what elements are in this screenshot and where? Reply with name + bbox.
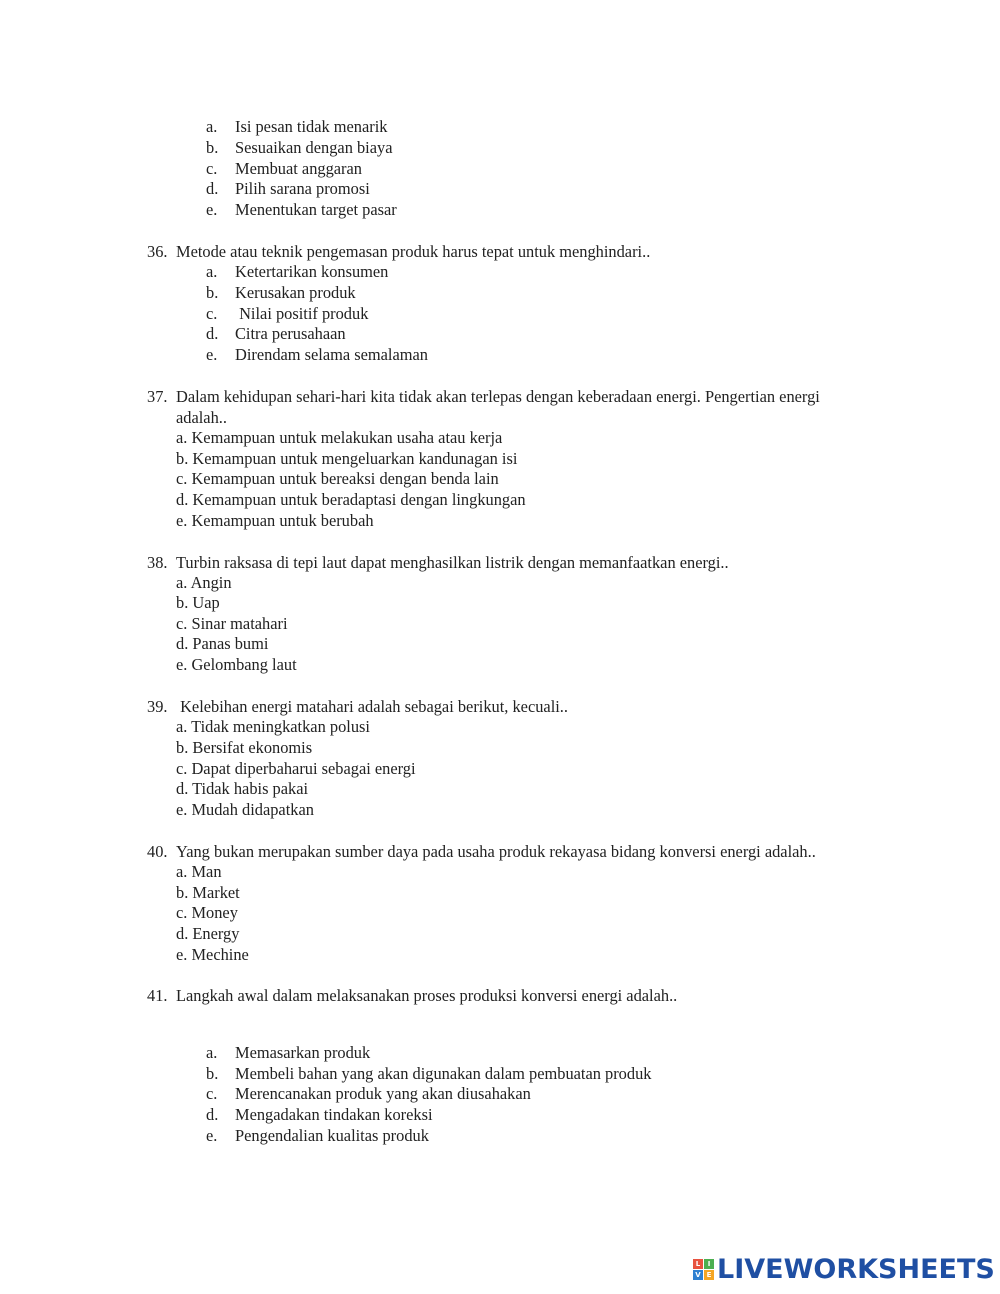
q41-option-b[interactable]: b. Membeli bahan yang akan digunakan dalam pembuatan produk <box>206 1064 652 1083</box>
question-number: 39. <box>147 697 168 716</box>
q35-option-e[interactable]: e. Menentukan target pasar <box>206 200 397 219</box>
q40-option-e[interactable]: e. Mechine <box>176 945 249 964</box>
question-38 <box>147 553 867 574</box>
question-40 <box>147 842 907 863</box>
logo-block-l: L <box>693 1259 703 1269</box>
q41-option-d[interactable]: d. Mengadakan tindakan koreksi <box>206 1105 433 1124</box>
question-39 <box>147 697 867 718</box>
q40-option-d[interactable]: d. Energy <box>176 924 240 943</box>
q40-option-c[interactable]: c. Money <box>176 903 238 922</box>
q35-option-c[interactable]: c. Membuat anggaran <box>206 159 362 178</box>
q39-option-d[interactable]: d. Tidak habis pakai <box>176 779 309 798</box>
question-text: Metode atau teknik pengemasan produk harus tepat untuk menghindari.. <box>176 242 651 261</box>
logo-block-v: V <box>693 1270 703 1280</box>
q36-option-b[interactable]: b. Kerusakan produk <box>206 283 356 302</box>
liveworksheets-logo <box>693 1255 995 1283</box>
q37-option-e[interactable]: e. Kemampuan untuk berubah <box>176 511 374 530</box>
q37-option-a[interactable]: a. Kemampuan untuk melakukan usaha atau kerja <box>176 428 503 447</box>
q37-option-c[interactable]: c. Kemampuan untuk bereaksi dengan benda lain <box>176 469 499 488</box>
question-text: Yang bukan merupakan sumber daya pada usaha produk rekayasa bidang konversi energi adalah.. <box>176 842 816 861</box>
logo-text: LIVEWORKSHEETS <box>717 1253 995 1285</box>
q38-option-b[interactable]: b. Uap <box>176 593 220 612</box>
q39-option-e[interactable]: e. Mudah didapatkan <box>176 800 314 819</box>
question-number: 37. <box>147 387 168 406</box>
logo-blocks-icon <box>693 1259 714 1280</box>
question-37 <box>147 387 867 428</box>
q40-option-b[interactable]: b. Market <box>176 883 240 902</box>
q37-option-b[interactable]: b. Kemampuan untuk mengeluarkan kandunagan isi <box>176 449 518 468</box>
question-text: Kelebihan energi matahari adalah sebagai berikut, kecuali.. <box>176 697 568 716</box>
q39-option-b[interactable]: b. Bersifat ekonomis <box>176 738 313 757</box>
question-number: 36. <box>147 242 168 261</box>
q41-option-c[interactable]: c. Merencanakan produk yang akan diusahakan <box>206 1084 531 1103</box>
question-number: 40. <box>147 842 168 861</box>
q35-option-d[interactable]: d. Pilih sarana promosi <box>206 179 370 198</box>
question-text: Dalam kehidupan sehari-hari kita tidak akan terlepas dengan keberadaan energi. Pengertian energi adalah.. <box>176 387 820 427</box>
logo-block-i: I <box>704 1259 714 1269</box>
question-number: 41. <box>147 986 168 1005</box>
question-41 <box>147 986 867 1007</box>
q36-option-a[interactable]: a. Ketertarikan konsumen <box>206 262 389 281</box>
q35-option-a[interactable]: a. Isi pesan tidak menarik <box>206 117 388 136</box>
question-text: Langkah awal dalam melaksanakan proses produksi konversi energi adalah.. <box>176 986 678 1005</box>
q38-option-c[interactable]: c. Sinar matahari <box>176 614 288 633</box>
q41-option-e[interactable]: e. Pengendalian kualitas produk <box>206 1126 429 1145</box>
question-number: 38. <box>147 553 168 572</box>
q36-option-e[interactable]: e. Direndam selama semalaman <box>206 345 428 364</box>
q39-option-c[interactable]: c. Dapat diperbaharui sebagai energi <box>176 759 416 778</box>
q36-option-c[interactable]: c. Nilai positif produk <box>206 304 369 323</box>
q40-option-a[interactable]: a. Man <box>176 862 222 881</box>
q38-option-e[interactable]: e. Gelombang laut <box>176 655 297 674</box>
q39-option-a[interactable]: a. Tidak meningkatkan polusi <box>176 717 370 736</box>
question-text: Turbin raksasa di tepi laut dapat menghasilkan listrik dengan memanfaatkan energi.. <box>176 553 729 572</box>
q38-option-a[interactable]: a. Angin <box>176 573 232 592</box>
logo-block-e: E <box>704 1270 714 1280</box>
q41-option-a[interactable]: a. Memasarkan produk <box>206 1043 371 1062</box>
question-36 <box>147 242 867 263</box>
q38-option-d[interactable]: d. Panas bumi <box>176 634 269 653</box>
q36-option-d[interactable]: d. Citra perusahaan <box>206 324 346 343</box>
q35-option-b[interactable]: b. Sesuaikan dengan biaya <box>206 138 393 157</box>
q37-option-d[interactable]: d. Kemampuan untuk beradaptasi dengan lingkungan <box>176 490 526 509</box>
